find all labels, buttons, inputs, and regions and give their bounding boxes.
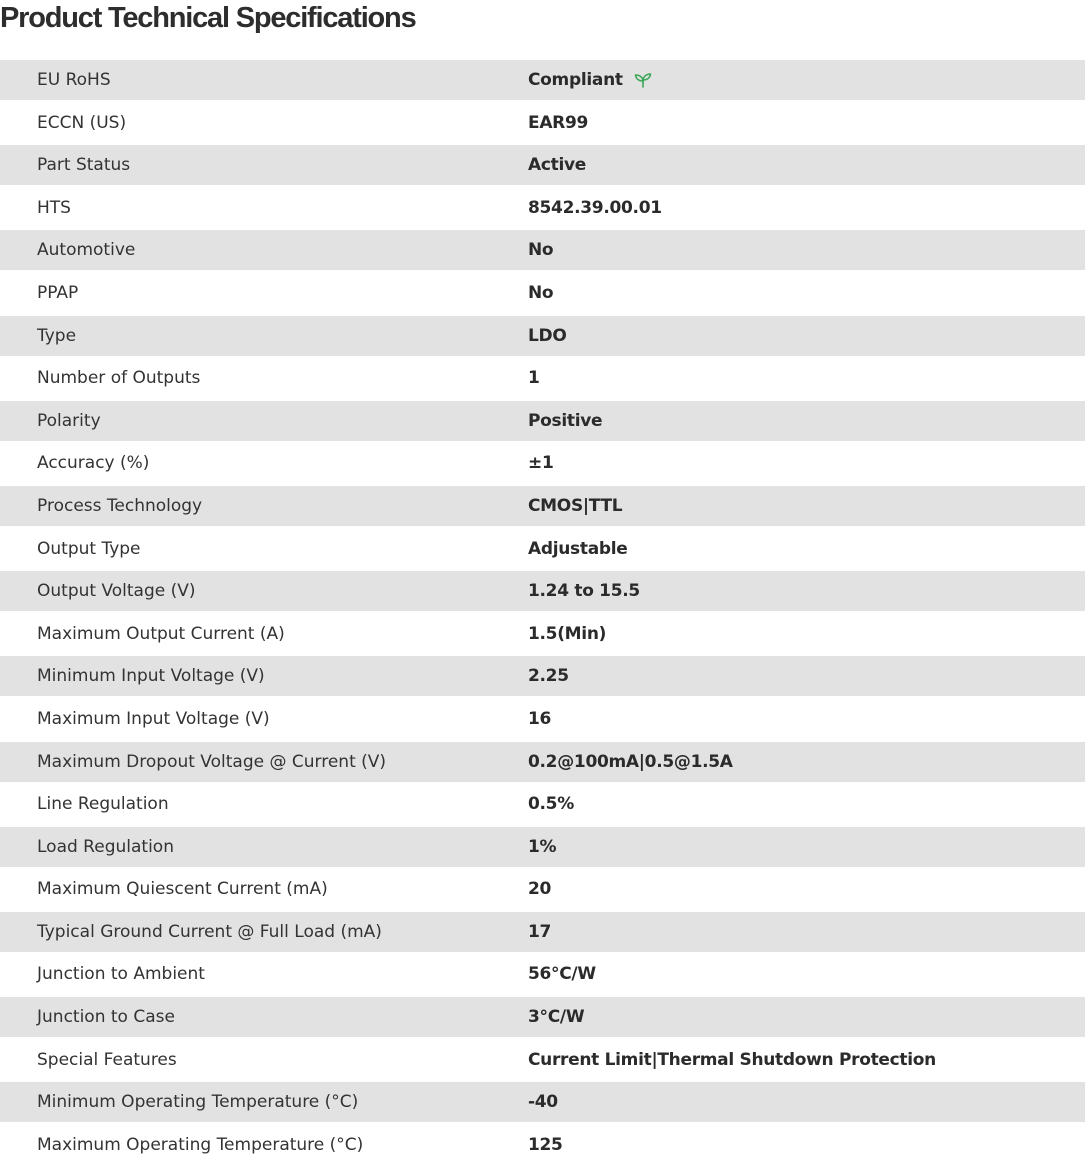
spec-value: 0.2@100mA|0.5@1.5A (528, 751, 733, 772)
spec-value: No (528, 282, 554, 303)
spec-row-ppap (0, 270, 1085, 315)
spec-value: -40 (528, 1092, 558, 1113)
spec-row-max-dropout-voltage (0, 742, 1085, 782)
spec-row-line-regulation (0, 782, 1085, 827)
spec-value: Active (528, 155, 586, 176)
spec-row-part-status (0, 145, 1085, 185)
spec-value: 17 (528, 921, 552, 942)
spec-value: LDO (528, 325, 567, 346)
spec-row-polarity (0, 401, 1085, 441)
spec-row-max-operating-temperature (0, 1122, 1085, 1167)
spec-row-max-input-voltage (0, 696, 1085, 741)
spec-label: Type (37, 325, 77, 346)
spec-value: Current Limit|Thermal Shutdown Protection (528, 1049, 936, 1070)
spec-value: 2.25 (528, 666, 569, 687)
spec-label: Load Regulation (37, 836, 174, 857)
spec-row-load-regulation (0, 827, 1085, 867)
spec-value: 1 (528, 368, 540, 389)
spec-label: Junction to Ambient (37, 964, 205, 985)
spec-value: 125 (528, 1134, 563, 1155)
spec-label: HTS (37, 197, 71, 218)
spec-row-type (0, 316, 1085, 356)
spec-label: Part Status (37, 155, 131, 176)
spec-value: ±1 (528, 453, 554, 474)
spec-row-output-type (0, 526, 1085, 571)
spec-row-junction-to-case (0, 997, 1085, 1037)
spec-label: Minimum Operating Temperature (°C) (37, 1092, 359, 1113)
spec-label: Line Regulation (37, 794, 169, 815)
spec-row-max-output-current (0, 611, 1085, 656)
spec-row-special-features (0, 1037, 1085, 1082)
spec-label: Special Features (37, 1049, 177, 1070)
spec-row-typical-ground-current (0, 912, 1085, 952)
spec-value: 56°C/W (528, 964, 596, 985)
spec-value: 16 (528, 708, 552, 729)
spec-label: EU RoHS (37, 70, 111, 90)
spec-value (528, 70, 1085, 90)
spec-label: Maximum Dropout Voltage @ Current (V) (37, 751, 387, 772)
spec-label: Output Voltage (V) (37, 581, 196, 602)
spec-label: Junction to Case (37, 1007, 175, 1028)
spec-value: Adjustable (528, 538, 628, 559)
spec-row-process-technology (0, 486, 1085, 526)
spec-label: Output Type (37, 538, 141, 559)
spec-label: Process Technology (37, 495, 203, 516)
spec-label: Polarity (37, 410, 101, 431)
spec-label: Typical Ground Current @ Full Load (mA) (37, 921, 382, 942)
spec-value: 1.24 to 15.5 (528, 581, 640, 602)
spec-value: 20 (528, 879, 552, 900)
spec-row-number-of-outputs (0, 356, 1085, 401)
spec-table (0, 60, 1085, 1167)
page-title: Product Technical Specifications (0, 2, 416, 34)
spec-row-hts (0, 185, 1085, 230)
leaf-icon (633, 71, 653, 89)
spec-label: Minimum Input Voltage (V) (37, 666, 265, 687)
spec-label: Maximum Input Voltage (V) (37, 708, 270, 729)
spec-value: 1.5(Min) (528, 623, 607, 644)
spec-row-output-voltage (0, 571, 1085, 611)
spec-value: CMOS|TTL (528, 495, 623, 516)
spec-row-automotive (0, 230, 1085, 270)
spec-row-min-input-voltage (0, 656, 1085, 696)
spec-row-accuracy (0, 441, 1085, 486)
spec-label: Maximum Operating Temperature (°C) (37, 1134, 364, 1155)
spec-value: No (528, 240, 554, 261)
spec-label: ECCN (US) (37, 112, 127, 133)
spec-label: Number of Outputs (37, 368, 201, 389)
spec-row-max-quiescent-current (0, 867, 1085, 912)
spec-value: Positive (528, 410, 603, 431)
spec-value: 3°C/W (528, 1007, 585, 1028)
spec-value: 0.5% (528, 794, 574, 815)
spec-row-eccn (0, 100, 1085, 145)
spec-value: 8542.39.00.01 (528, 197, 662, 218)
spec-value-text: Compliant (528, 70, 623, 90)
spec-row-min-operating-temperature (0, 1082, 1085, 1122)
spec-value: 1% (528, 836, 557, 857)
spec-label: Maximum Output Current (A) (37, 623, 285, 644)
spec-label: PPAP (37, 282, 79, 303)
spec-value: EAR99 (528, 112, 589, 133)
spec-row-eu-rohs (0, 60, 1085, 100)
spec-label: Maximum Quiescent Current (mA) (37, 879, 328, 900)
spec-label: Automotive (37, 240, 136, 261)
spec-label: Accuracy (%) (37, 453, 150, 474)
spec-row-junction-to-ambient (0, 952, 1085, 997)
